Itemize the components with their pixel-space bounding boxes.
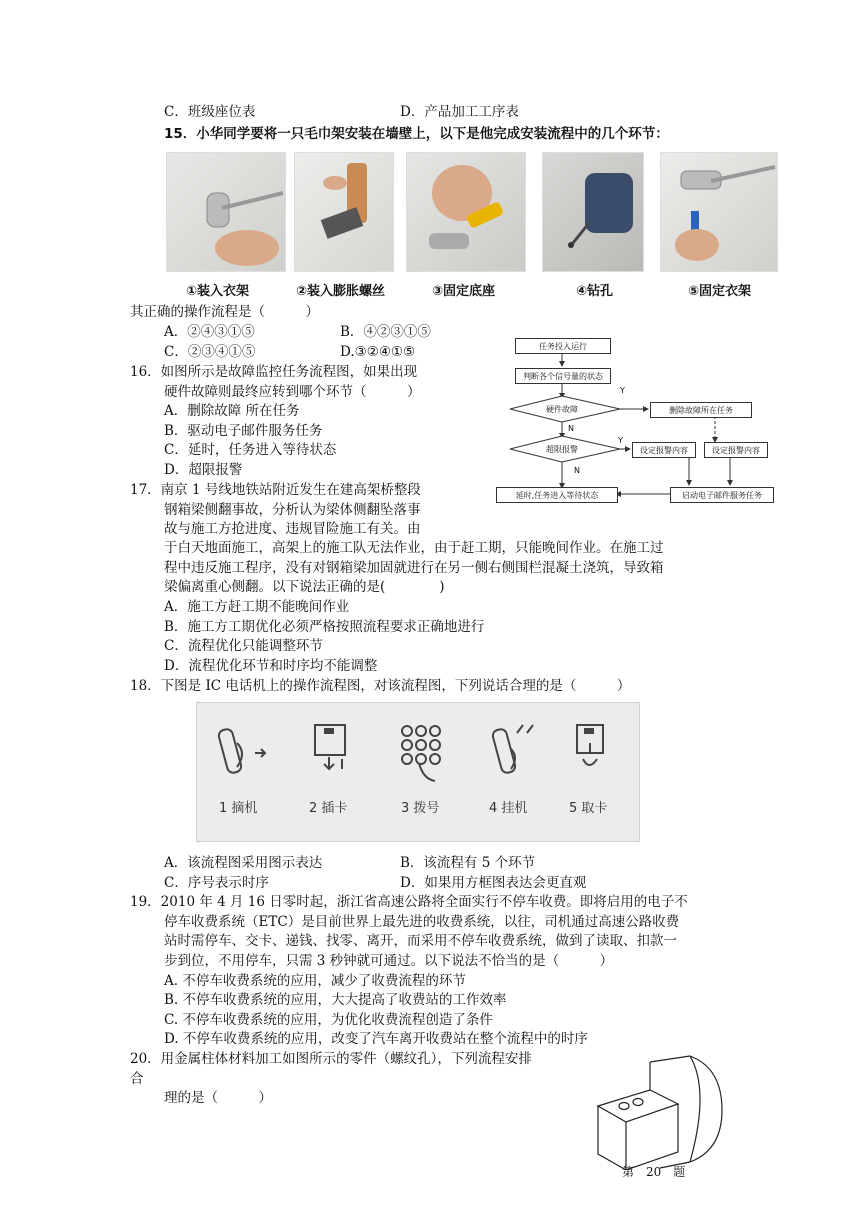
q17-line-5: 程中违反施工程序，没有对钢箱梁加固就进行在另一侧右侧围栏混凝土浇筑，导致箱: [164, 560, 664, 576]
q19-option-b: B. 不停车收费系统的应用，大大提高了收费站的工作效率: [164, 992, 507, 1008]
q17-option-b: B．施工方工期优化必须严格按照流程要求正确地进行: [164, 619, 485, 635]
q20-figure-caption: 第 20 题: [622, 1165, 686, 1179]
q15-caption-5: ⑤固定衣架: [688, 284, 752, 299]
q15-caption-2: ②装入膨胀螺丝: [296, 284, 386, 299]
flow-no-1: N: [568, 424, 574, 433]
q16-option-d: D．超限报警: [164, 462, 243, 478]
flow-yes-1: Y: [620, 386, 625, 395]
q15-caption-1: ①装入衣架: [186, 284, 250, 299]
q16-flowchart: [490, 330, 790, 510]
q17-line-6: 梁偏离重心侧翻。以下说法正确的是( ): [164, 579, 445, 595]
q19-option-d: D. 不停车收费系统的应用，改变了汽车离开收费站在整个流程中的时序: [164, 1031, 588, 1047]
q20-line-3: 理的是（ ）: [164, 1090, 272, 1106]
flow-no-2: N: [574, 466, 580, 475]
ic-step-2: 2 插卡: [309, 801, 348, 816]
q18-option-b: B．该流程有 5 个环节: [400, 855, 536, 871]
q17-line-4: 于白天地面施工，高架上的施工队无法作业，由于赶工期，只能晚间作业。在施工过: [164, 540, 664, 556]
q15-caption-4: ④钻孔: [576, 284, 614, 299]
ic-step-4: 4 挂机: [489, 801, 528, 816]
q19-line-4: 步到位，不用停车，只需 3 秒钟就可通过。以下说法不恰当的是（ ）: [164, 953, 614, 969]
q15-question: 其正确的操作流程是（ ）: [130, 304, 319, 320]
flow-set-alarm-2: 设定报警内容: [704, 442, 768, 458]
q19-line-3: 站时需停车、交卡、递钱、找零、离开，而采用不停车收费系统，做到了读取、扣款一: [164, 933, 677, 949]
q16-stem-line-2: 硬件故障则最终应转到哪个环节（ ）: [164, 384, 421, 400]
q20-part-figure: [590, 1050, 740, 1170]
q16-stem-line-1: 16．如图所示是故障监控任务流程图，如果出现: [130, 364, 418, 380]
flow-start: 任务投入运行: [515, 338, 611, 354]
q19-line-2: 停车收费系统（ETC）是目前世界上最先进的收费系统，以往，司机通过高速公路收费: [164, 914, 680, 930]
flow-yes-2: Y: [618, 436, 623, 445]
flow-hw-fault: 硬件故障: [546, 404, 578, 414]
flowchart-connectors: [490, 330, 790, 510]
q19-option-a: A. 不停车收费系统的应用，减少了收费流程的环节: [164, 973, 466, 989]
flow-judge-state: 判断各个信号量的状态: [515, 368, 611, 384]
q14-option-d: D．产品加工工序表: [400, 104, 519, 120]
insert-card-icon: [315, 725, 345, 769]
q17-line-2: 钢箱梁侧翻事故，分析认为梁体侧翻坠落事: [164, 502, 421, 518]
q17-option-c: C．流程优化只能调整环节: [164, 638, 323, 654]
q17-option-a: A．施工方赶工期不能晚间作业: [164, 599, 350, 615]
q15-caption-3: ③固定底座: [432, 284, 496, 299]
q14-option-c: C．班级座位表: [164, 104, 256, 120]
q15-photo-5: [660, 152, 778, 272]
q15-option-a: A．②④③①⑤: [164, 324, 255, 340]
ic-step-5: 5 取卡: [569, 801, 608, 816]
q15-stem: 15．小华同学要将一只毛巾架安装在墙壁上，以下是他完成安装流程中的几个环节：: [164, 126, 669, 142]
q15-option-b: B．④②③①⑤: [340, 324, 431, 340]
q16-option-a: A．删除故障 所在任务: [164, 403, 300, 419]
ic-step-3: 3 拨号: [401, 801, 440, 816]
q18-option-a: A．该流程图采用图示表达: [164, 855, 323, 871]
q15-photo-1: [166, 152, 286, 272]
q20-line-2: 合: [130, 1071, 144, 1087]
flow-email: 启动电子邮件服务任务: [670, 487, 774, 503]
q16-option-c: C．延时，任务进入等待状态: [164, 442, 337, 458]
q18-stem: 18．下图是 IC 电话机上的操作流程图，对该流程图，下列说话合理的是（ ）: [130, 678, 631, 694]
q17-line-3: 故与施工方抢进度、违规冒险施工有关。由: [164, 521, 421, 537]
flow-delay: 延时,任务进入等待状态: [496, 487, 618, 503]
q16-option-b: B．驱动电子邮件服务任务: [164, 423, 323, 439]
flow-delete-task: 删除故障所在任务: [650, 402, 752, 418]
q15-option-d: D.③②④①⑤: [340, 344, 416, 360]
dial-keypad-icon: [402, 726, 440, 781]
q18-option-c: C．序号表示时序: [164, 875, 269, 891]
q17-option-d: D．流程优化环节和时序均不能调整: [164, 658, 378, 674]
hang-up-handset-icon: [492, 725, 533, 774]
q19-option-c: C. 不停车收费系统的应用，为优化收费流程创造了条件: [164, 1012, 493, 1028]
ic-phone-icons: [197, 703, 639, 793]
q19-line-1: 19．2010 年 4 月 16 日零时起，浙江省高速公路将全面实行不停车收费。即将启用的电子不: [130, 894, 688, 910]
flow-set-alarm-1: 设定报警内容: [632, 442, 696, 458]
q15-photo-3: [406, 152, 526, 272]
take-card-icon: [577, 725, 603, 765]
q15-option-c: C．②③④①⑤: [164, 344, 256, 360]
pick-up-handset-icon: [218, 728, 265, 774]
q15-photo-2: [294, 152, 394, 272]
q20-line-1: 20．用金属柱体材料加工如图所示的零件（螺纹孔），下列流程安排: [130, 1051, 532, 1067]
q15-photo-4: [542, 152, 644, 272]
flow-over-alarm: 超限报警: [546, 444, 578, 454]
ic-step-1: 1 摘机: [219, 801, 258, 816]
q18-option-d: D．如果用方框图表达会更直观: [400, 875, 587, 891]
q17-line-1: 17．南京 1 号线地铁站附近发生在建高架桥整段: [130, 482, 421, 498]
q18-ic-phone-figure: [196, 702, 640, 842]
